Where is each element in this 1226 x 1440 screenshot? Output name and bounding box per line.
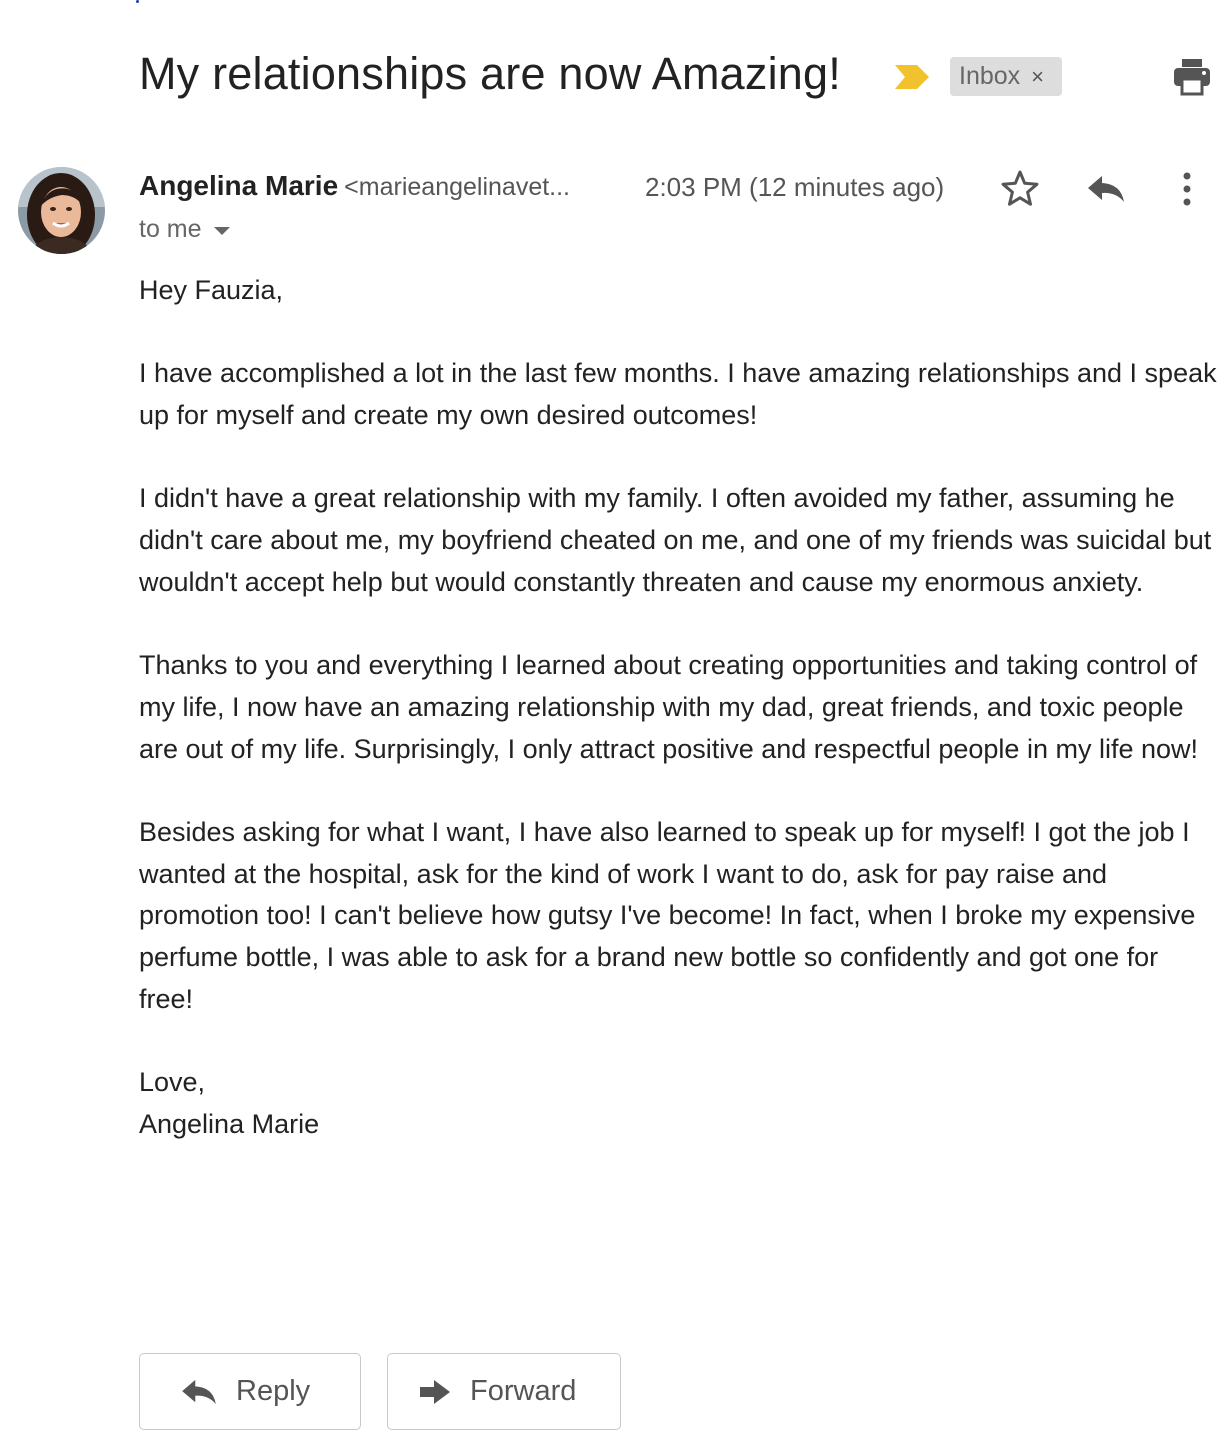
signoff: Love, (139, 1067, 206, 1098)
corner-dot (136, 0, 139, 3)
avatar-portrait (18, 167, 105, 254)
more-vert-icon[interactable] (1181, 172, 1193, 206)
reply-icon (180, 1378, 218, 1406)
inbox-label-text: Inbox (959, 62, 1021, 90)
message-timestamp: 2:03 PM (12 minutes ago) (645, 172, 945, 202)
star-icon[interactable] (1000, 169, 1040, 207)
body-paragraph: Besides asking for what I want, I have also learned to speak up for myself! I got the job I wanted at the hospital, ask for the kind of work I want to do, ask for pay raise and promotion too! I can't believe how gutsy I've become! In fact, when I broke my expensive perfume bottle, I was able to ask for a brand new bottle so confidently and got one for free! (139, 817, 1196, 1014)
sender-name[interactable]: Angelina Marie (139, 170, 339, 201)
inbox-label-chip[interactable] (950, 57, 1062, 96)
sender-avatar[interactable] (18, 167, 105, 254)
forward-icon (418, 1378, 452, 1406)
body-paragraph: Thanks to you and everything I learned about creating opportunities and taking control of my life, I now have an amazing relationship with my dad, great friends, and toxic people are out of my life. Surprisingly, I only attract positive and respectful people in my life now! (139, 650, 1198, 764)
recipient-details-toggle[interactable] (139, 215, 230, 244)
chevron-down-icon (214, 227, 230, 235)
recipient-text: to me (139, 215, 202, 243)
remove-label-icon[interactable]: × (1031, 63, 1045, 89)
forward-button-label: Forward (470, 1375, 577, 1407)
message-body (139, 270, 1219, 1146)
sender-email: <marieangelinavet... (344, 173, 571, 201)
important-marker-icon[interactable] (893, 63, 931, 91)
sender-line (139, 170, 570, 202)
reply-icon[interactable] (1086, 174, 1126, 204)
email-subject: My relationships are now Amazing! (139, 48, 841, 99)
reply-button[interactable] (139, 1353, 361, 1430)
greeting: Hey Fauzia, (139, 275, 284, 305)
body-paragraph: I didn't have a great relationship with my family. I often avoided my father, assuming he didn't care about me, my boyfriend cheated on me, and one of my friends was suicidal but wouldn't accept help but would constantly threaten and cause my enormous anxiety. (139, 483, 1212, 597)
print-icon[interactable] (1172, 57, 1212, 97)
signature: Angelina Marie (139, 1108, 320, 1139)
reply-button-label: Reply (236, 1375, 311, 1407)
body-paragraph: I have accomplished a lot in the last few months. I have amazing relationships and I speak up for myself and create my own desired outcomes! (139, 358, 1217, 431)
forward-button[interactable] (387, 1353, 621, 1430)
